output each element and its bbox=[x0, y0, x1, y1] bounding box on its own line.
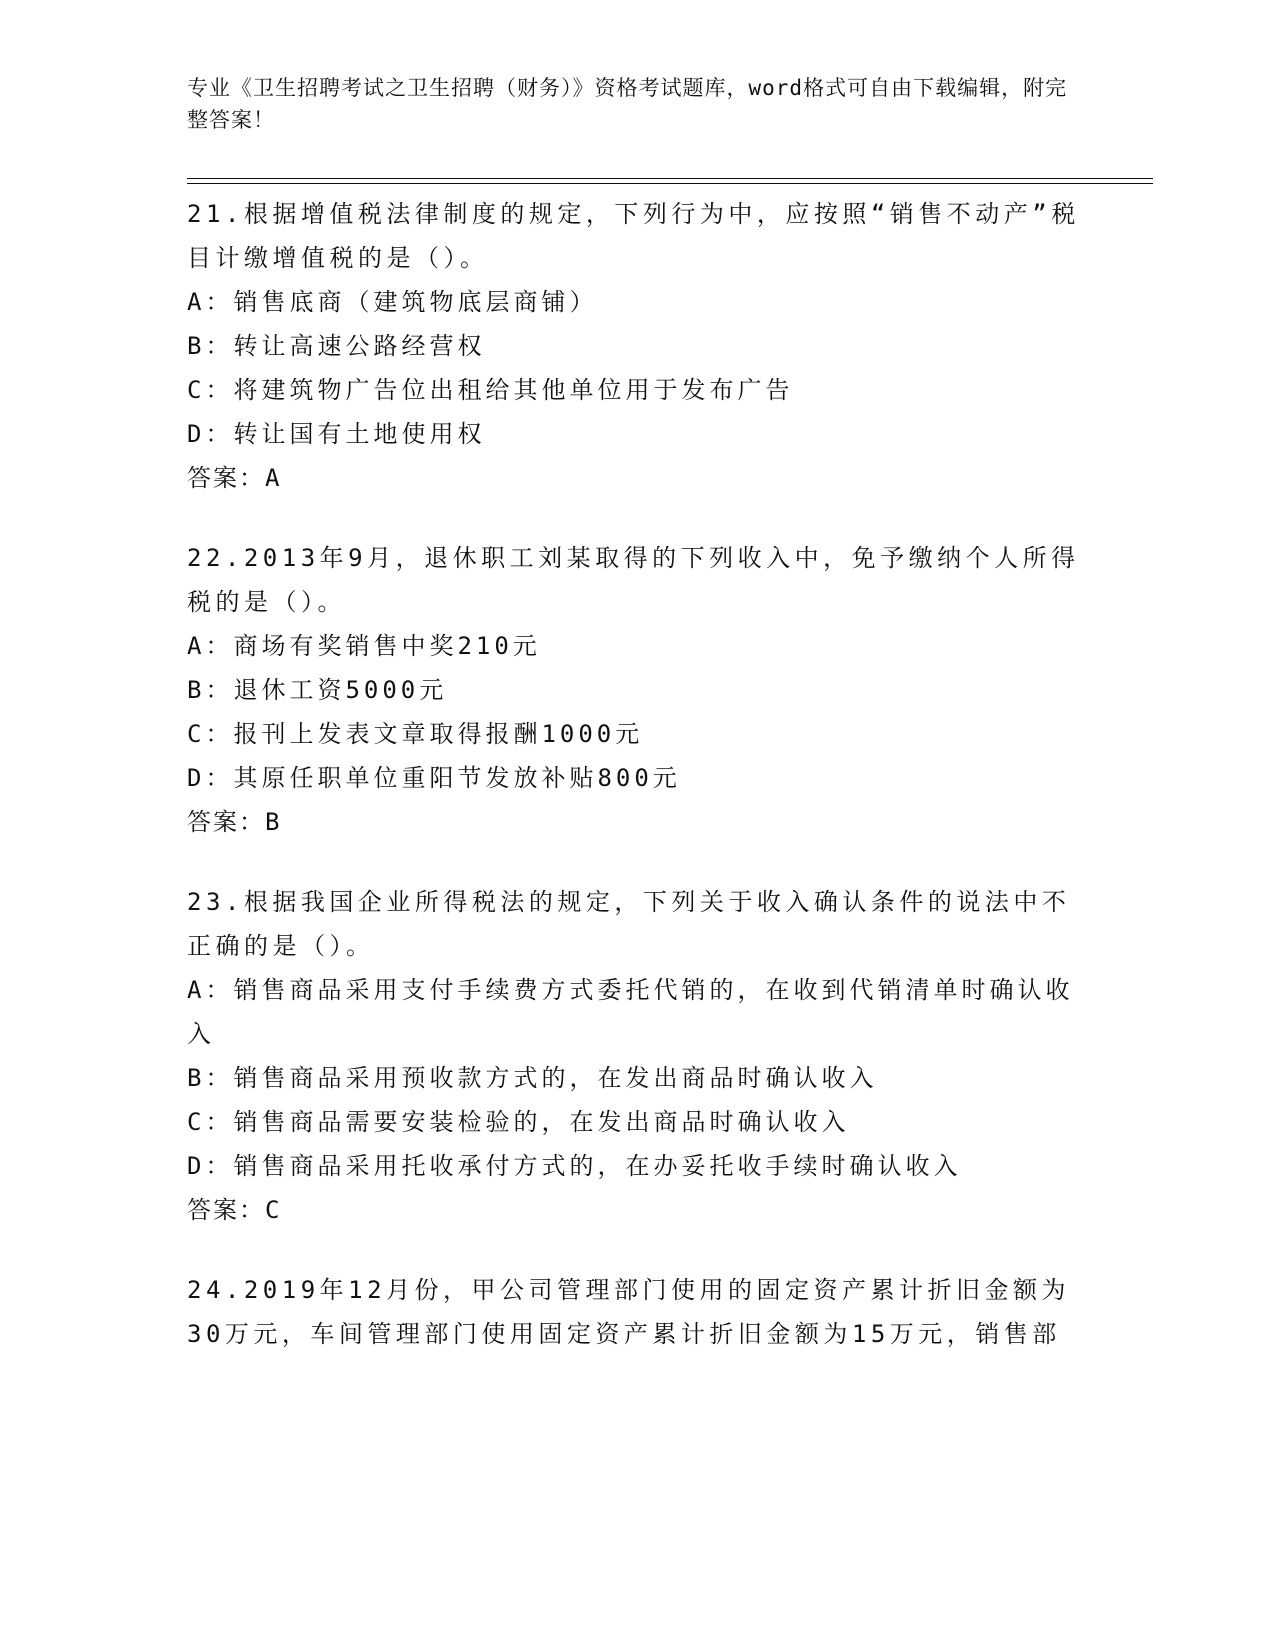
answer-label: 答案： bbox=[187, 1196, 265, 1224]
question-21 bbox=[187, 192, 1087, 500]
option-d: D：销售商品采用托收承付方式的，在办妥托收手续时确认收入 bbox=[187, 1152, 962, 1180]
option-c: C：将建筑物广告位出租给其他单位用于发布广告 bbox=[187, 376, 794, 404]
answer-value: C bbox=[265, 1196, 281, 1224]
question-stem: 22.2013年9月，退休职工刘某取得的下列收入中，免予缴纳个人所得税的是（）。 bbox=[187, 544, 1080, 616]
option-a: A：销售商品采用支付手续费方式委托代销的，在收到代销清单时确认收入 bbox=[187, 976, 1074, 1048]
question-stem: 24.2019年12月份，甲公司管理部门使用的固定资产累计折旧金额为30万元，车间管理部门使用固定资产累计折旧金额为15万元，销售部 bbox=[187, 1276, 1071, 1348]
question-list bbox=[187, 192, 1087, 1392]
answer-line bbox=[187, 800, 1087, 844]
answer-value: B bbox=[265, 808, 281, 836]
answer-line bbox=[187, 1188, 1087, 1232]
option-b: B：退休工资5000元 bbox=[187, 676, 448, 704]
answer-line bbox=[187, 456, 1087, 500]
option-c: C：报刊上发表文章取得报酬1000元 bbox=[187, 720, 644, 748]
header-divider-top bbox=[187, 178, 1153, 179]
answer-label: 答案： bbox=[187, 464, 265, 492]
option-d: D：其原任职单位重阳节发放补贴800元 bbox=[187, 764, 681, 792]
document-header bbox=[187, 72, 1087, 136]
option-c: C：销售商品需要安装检验的，在发出商品时确认收入 bbox=[187, 1108, 850, 1136]
question-24 bbox=[187, 1268, 1087, 1356]
answer-label: 答案： bbox=[187, 808, 265, 836]
option-a: A：销售底商（建筑物底层商铺） bbox=[187, 288, 598, 316]
option-b: B：销售商品采用预收款方式的，在发出商品时确认收入 bbox=[187, 1064, 878, 1092]
option-a: A：商场有奖销售中奖210元 bbox=[187, 632, 541, 660]
question-stem: 21.根据增值税法律制度的规定，下列行为中，应按照“销售不动产”税目计缴增值税的是（）。 bbox=[187, 200, 1080, 272]
question-23 bbox=[187, 880, 1087, 1232]
question-22 bbox=[187, 536, 1087, 844]
option-b: B：转让高速公路经营权 bbox=[187, 332, 486, 360]
option-d: D：转让国有土地使用权 bbox=[187, 420, 486, 448]
header-divider-bottom bbox=[187, 183, 1153, 184]
answer-value: A bbox=[265, 464, 281, 492]
question-stem: 23.根据我国企业所得税法的规定，下列关于收入确认条件的说法中不正确的是（）。 bbox=[187, 888, 1071, 960]
header-text: 专业《卫生招聘考试之卫生招聘（财务）》资格考试题库，word格式可自由下载编辑，附完整答案！ bbox=[187, 76, 1068, 132]
